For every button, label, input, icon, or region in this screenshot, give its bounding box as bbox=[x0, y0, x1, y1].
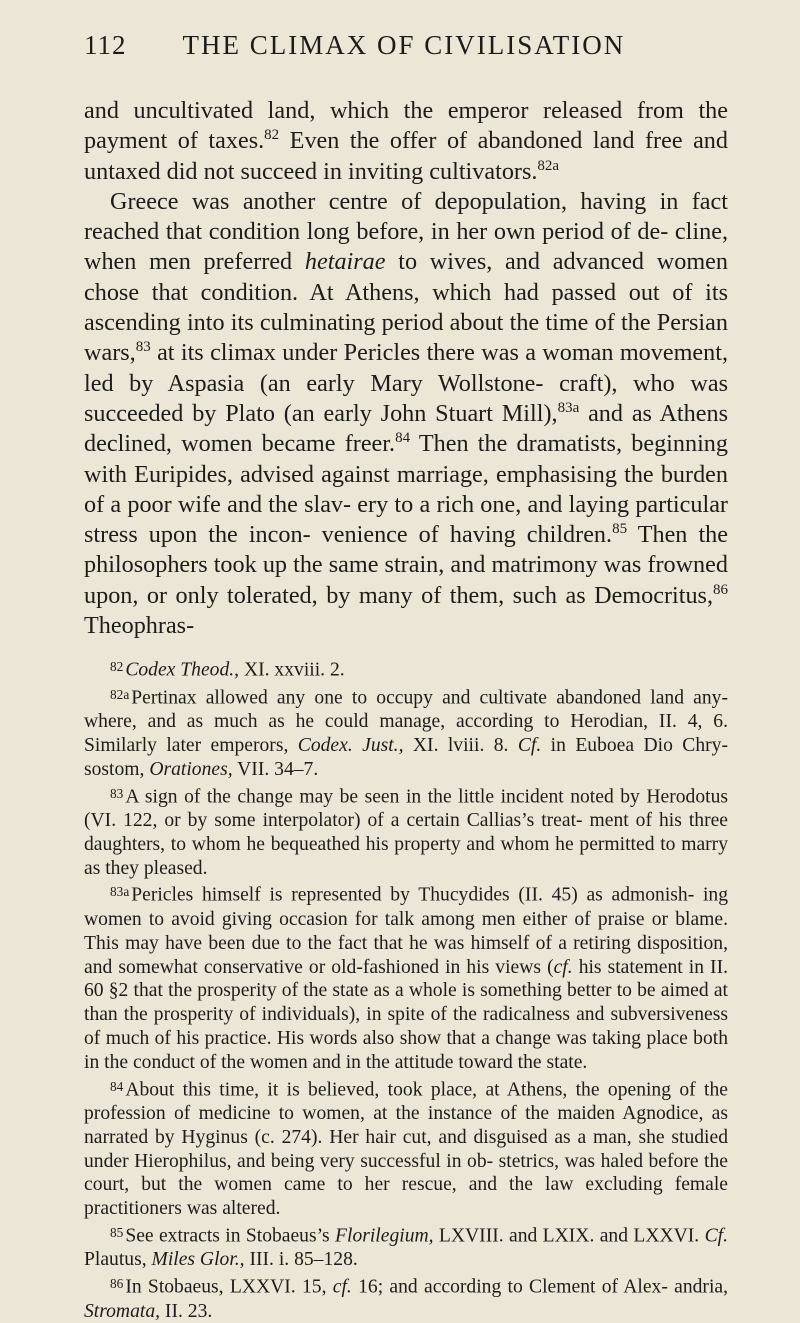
footnote-ref: 83a bbox=[557, 399, 580, 416]
footnote-number: 84 bbox=[110, 1078, 124, 1094]
text-run: Then the philosophers took up the same strain, and matrimony was frowned upon, or only tolerated, by many of them, such as Democritus, bbox=[84, 521, 728, 609]
footnote bbox=[84, 655, 728, 682]
italic-ref: Codex Theod., bbox=[125, 660, 240, 681]
paragraph-greece bbox=[84, 187, 728, 641]
text-run: at its climax under Pericles there was a woman movement, led by Aspasia (an early Mary Wollstone- craft), who was succeeded by Plato (an early John Stuart Mill), bbox=[84, 339, 728, 427]
text-run: II. 23. bbox=[160, 1300, 213, 1322]
text-run: III. i. 85–128. bbox=[244, 1249, 358, 1271]
footnote-ref: 84 bbox=[395, 430, 411, 447]
text-run: Even the offer of abandoned land free and untaxed did not succeed in inviting cultivators. bbox=[84, 127, 728, 185]
main-text bbox=[84, 96, 728, 641]
text-run: A sign of the change may be seen in the little incident noted by Herodotus (VI. 122, or by some interpolator) of a certain Callias’s treat- ment of his three daughters, to whom he bequeathed his property and whom he permitted to marry as they pleased. bbox=[84, 786, 728, 879]
italic-ref: Orationes, bbox=[149, 758, 233, 780]
footnote bbox=[84, 1075, 728, 1221]
footnote-number: 83 bbox=[110, 785, 124, 801]
footnote bbox=[84, 1272, 728, 1323]
footnote-ref: 83 bbox=[135, 339, 151, 356]
text-run: his statement in II. 60 §2 that the prosperity of the state as a whole is something better to be aimed at than the prosperity of individuals), in spite of the radicalness and subversiveness of much of his practice. His words also show that a change was taking place both in the conduct of the women and in the attitude toward the state. bbox=[84, 956, 728, 1073]
running-title: THE CLIMAX OF CIVILISATION bbox=[182, 30, 626, 60]
footnote-number: 83a bbox=[110, 884, 130, 900]
page-number: 112 bbox=[84, 30, 127, 60]
footnotes bbox=[84, 655, 728, 1323]
text-run: In Stobaeus, LXXVI. 15, bbox=[125, 1276, 333, 1298]
footnote-number: 85 bbox=[110, 1224, 124, 1240]
footnote-number: 86 bbox=[110, 1276, 124, 1292]
text-run: Greece was another centre of depopulation, having in fact reached that condition long before, in her own period of de- cline, when men preferred bbox=[84, 187, 728, 276]
text-run: VII. 34–7. bbox=[232, 758, 319, 780]
footnote bbox=[84, 782, 728, 881]
footnote-number: 82 bbox=[110, 659, 124, 675]
italic-ref: cf. bbox=[553, 956, 573, 978]
footnote-ref: 82a bbox=[537, 157, 560, 174]
footnote-ref: 82 bbox=[264, 127, 280, 144]
footnote-ref: 86 bbox=[713, 581, 728, 598]
text-run: LXVIII. and LXIX. and LXXVI. bbox=[433, 1225, 705, 1247]
text-run: and uncultivated land, which the emperor released from the payment of taxes. bbox=[84, 97, 728, 155]
text-run: and as Athens declined, women became freer. bbox=[84, 399, 728, 458]
italic-ref: Miles Glor., bbox=[151, 1249, 245, 1271]
footnote bbox=[84, 683, 728, 782]
text-run: in Euboea Dio Chry- sostom, bbox=[84, 735, 728, 780]
italic-ref: cf. bbox=[332, 1276, 352, 1298]
italic-ref: Stromata, bbox=[84, 1300, 161, 1322]
text-run: Pericles himself is represented by Thucydides (II. 45) as admonish- ing women to avoid giving occasion for talk among men either of praise or blame. This may have been due to the fact that he was himself of a retiring disposition, and somewhat conservative or old-fashioned in his views ( bbox=[84, 885, 728, 978]
text-run: About this time, it is believed, took place, at Athens, the opening of the profession of medicine to women, at the instance of the maiden Agnodice, as narrated by Hyginus (c. 274). Her hair cut, and disguised as a man, she studied under Hierophilus, and being very successful in ob- stetrics, was haled before the court, but the women came to her rescue, and the law excluding female practitioners was altered. bbox=[84, 1079, 728, 1220]
text-run: Plautus, bbox=[84, 1249, 152, 1271]
text-run: XI. lviii. 8. bbox=[403, 735, 518, 757]
text-run: Theophras- bbox=[84, 612, 195, 640]
footnote-ref: 85 bbox=[612, 521, 628, 538]
footnote-number: 82a bbox=[110, 686, 130, 702]
footnote bbox=[84, 880, 728, 1074]
italic-ref: Cf. bbox=[704, 1225, 728, 1247]
text-run: Then the dramatists, beginning with Euripides, advised against marriage, emphasising the burden of a poor wife and the slav- ery to a rich one, and laying particular stress upon the incon- venience of having children. bbox=[84, 430, 728, 549]
footnote bbox=[84, 1221, 728, 1272]
paragraph-continued bbox=[84, 96, 728, 187]
text-run: to wives, and advanced women chose that condition. At Athens, which had passed out of its ascending into its culminating period about the time of the Persian wars, bbox=[84, 248, 728, 367]
italic-term: hetairae bbox=[304, 248, 386, 276]
text-run: 16; and according to Clement of Alex- andria, bbox=[351, 1276, 728, 1298]
page-header bbox=[84, 30, 728, 70]
text-run: See extracts in Stobaeus’s bbox=[125, 1225, 336, 1247]
text-run: Pertinax allowed any one to occupy and cultivate abandoned land any- where, and as much as he could manage, according to Herodian, II. 4, 6. Similarly later emperors, bbox=[84, 687, 728, 757]
italic-ref: Cf. bbox=[517, 735, 542, 757]
text-run: XI. xxviii. 2. bbox=[239, 660, 345, 681]
italic-ref: Florilegium, bbox=[335, 1225, 434, 1247]
italic-ref: Codex. Just., bbox=[297, 735, 404, 757]
